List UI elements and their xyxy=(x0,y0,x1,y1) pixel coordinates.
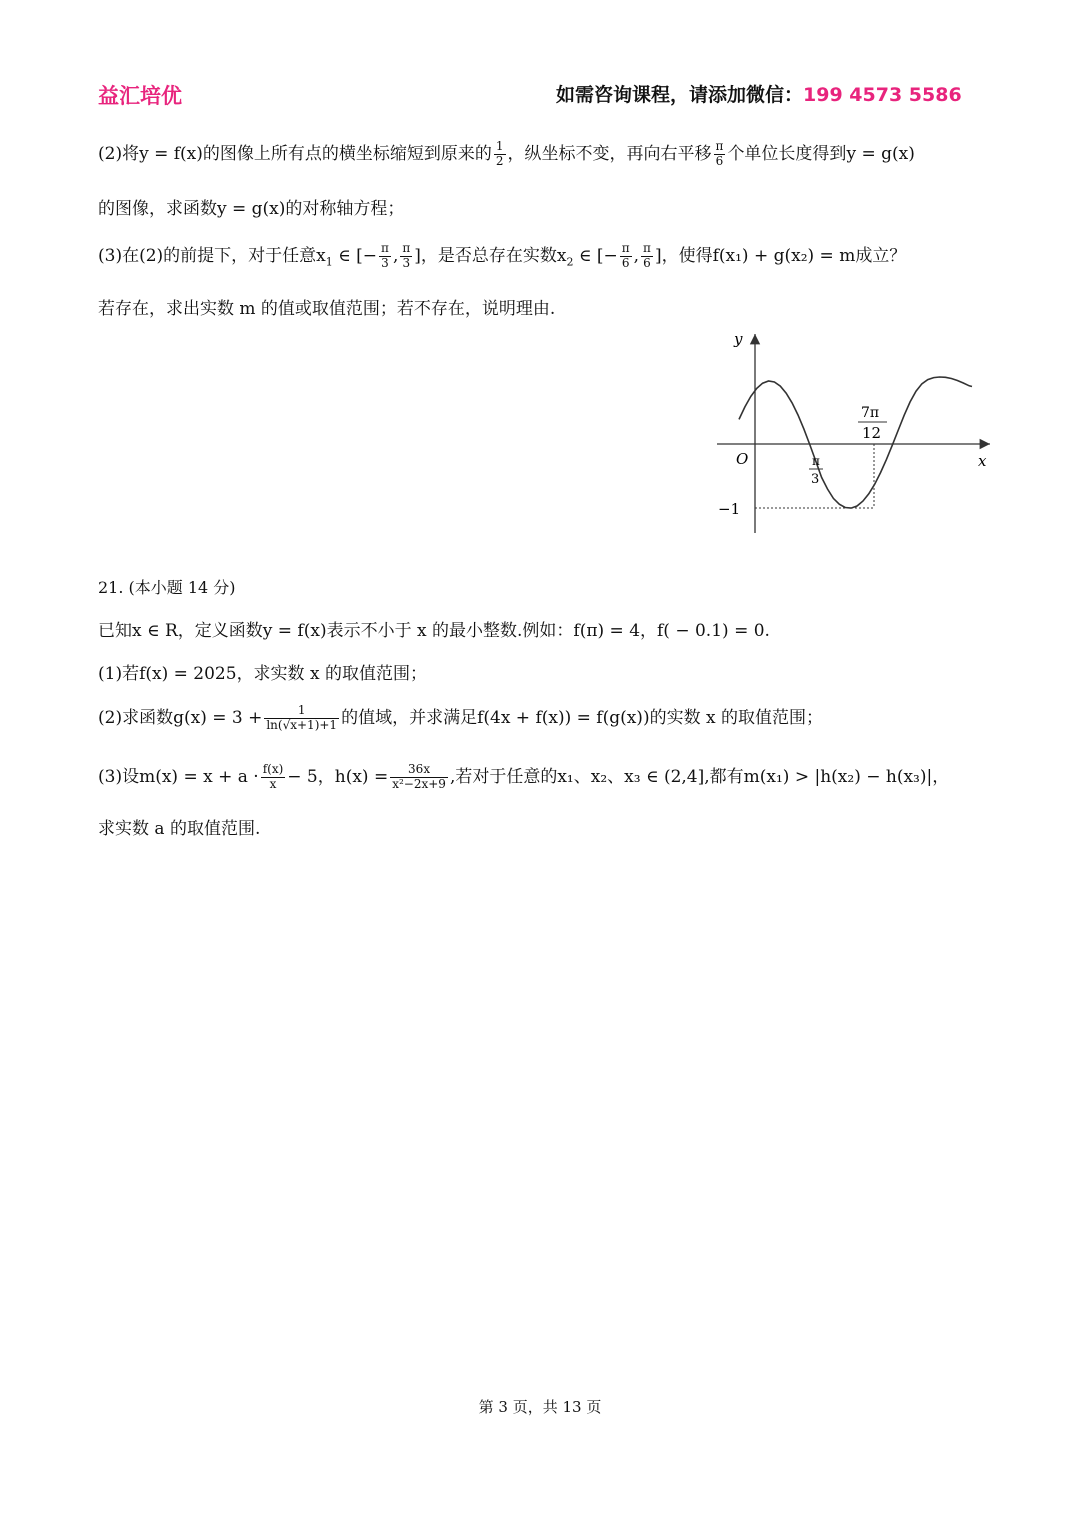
y-axis-label: y xyxy=(734,330,743,348)
text: (1)若 xyxy=(98,664,140,684)
denominator: 6 xyxy=(715,153,724,168)
math: y = f(x) xyxy=(139,143,203,164)
math: x₁、x₂、x₃ ∈ (2,4] xyxy=(557,766,705,787)
sine-curve xyxy=(739,377,972,508)
origin-label: O xyxy=(736,450,749,468)
text: (3)设 xyxy=(98,766,140,787)
text: ,都有 xyxy=(704,766,744,787)
numerator: 1 xyxy=(264,704,339,719)
page-number: 第 3 页，共 13 页 xyxy=(478,1398,602,1416)
text: , xyxy=(633,245,640,266)
q21-part3-line2: 求实数 a 的取值范围. xyxy=(98,819,261,839)
denominator: 6 xyxy=(643,255,651,270)
q20-part2-line1 xyxy=(98,140,915,169)
contact-info xyxy=(556,80,962,107)
numerator: f(x) xyxy=(262,762,284,776)
numerator: π xyxy=(621,241,630,255)
text: 的对称轴方程； xyxy=(285,199,405,219)
text: ，求实数 x 的取值范围； xyxy=(236,664,427,684)
numerator: π xyxy=(643,241,651,255)
contact-number: 199 4573 5586 xyxy=(803,84,962,106)
math: g(x) = 3 + xyxy=(173,707,263,728)
text: 的实数 x 的取值范围； xyxy=(649,707,823,728)
fraction xyxy=(379,242,391,271)
minus-one-label: −1 xyxy=(718,500,741,518)
math: y = g(x) xyxy=(846,143,915,164)
math: y = f(x) xyxy=(262,621,327,641)
q21-part3-line1 xyxy=(98,763,949,792)
q20-part3-line1 xyxy=(98,242,906,271)
text: ， xyxy=(932,766,950,787)
fraction xyxy=(641,242,653,271)
math: $x_2$ xyxy=(556,245,574,269)
math: − 5 xyxy=(287,766,318,787)
math: f(π) = 4 xyxy=(573,621,641,641)
text: ， xyxy=(317,766,335,787)
fraction xyxy=(400,242,412,271)
q20-part3-line2: 若存在，求出实数 m 的值或取值范围；若不存在，说明理由. xyxy=(98,299,556,319)
pi3-denominator: 3 xyxy=(811,472,820,487)
text: ]，使得 xyxy=(654,245,713,266)
numerator: π xyxy=(715,139,724,153)
x-axis-label: x xyxy=(978,452,987,470)
math: y = g(x) xyxy=(217,199,286,219)
denominator: 3 xyxy=(381,255,389,270)
7pi12-denominator: 12 xyxy=(862,424,882,442)
fraction xyxy=(261,763,286,792)
fraction xyxy=(620,242,632,271)
denominator: 3 xyxy=(402,255,411,270)
text: 的值域，并求满足 xyxy=(341,707,478,728)
text: 表示不小于 x 的最小整数.例如： xyxy=(326,621,574,641)
q21-part1 xyxy=(98,663,427,685)
7pi12-numerator: 7π xyxy=(861,405,880,421)
var: x xyxy=(316,245,326,266)
math: m(x₁) > |h(x₂) − h(x₃)| xyxy=(743,766,933,787)
fraction xyxy=(494,140,506,169)
text: (3)在(2)的前提下，对于任意 xyxy=(98,245,317,266)
text: ，纵坐标不变，再向右平移 xyxy=(507,143,712,164)
math: h(x) = xyxy=(334,766,389,787)
text: 个单位长度得到 xyxy=(727,143,847,164)
q21-intro xyxy=(98,620,770,642)
q21-title: 21. (本小题 14 分) xyxy=(98,578,236,597)
text: 的图像上所有点的横坐标缩短到原来的 xyxy=(202,143,492,164)
numerator: 36x xyxy=(390,763,448,778)
math: m(x) = x + a · xyxy=(139,766,259,787)
denominator: 2 xyxy=(495,153,504,168)
q21-part2 xyxy=(98,704,823,733)
text: . xyxy=(764,621,770,641)
contact-label: 如需咨询课程，请添加微信： xyxy=(556,84,804,106)
q20-part2-line2 xyxy=(98,198,404,220)
math: ∈ [− xyxy=(573,245,618,266)
text: ,若对于任意的 xyxy=(449,766,558,787)
denominator: 6 xyxy=(621,255,630,270)
math: $x_1$ xyxy=(316,245,333,269)
text: (2)求函数 xyxy=(98,707,174,728)
math: ∈ [− xyxy=(332,245,378,266)
math: f(x₁) + g(x₂) = m xyxy=(712,245,856,266)
denominator: ln(√x+1)+1 xyxy=(266,717,338,732)
text: (2)将 xyxy=(98,143,140,164)
numerator: 1 xyxy=(495,139,504,153)
text: ，定义函数 xyxy=(177,621,263,641)
pi3-numerator: π xyxy=(812,454,820,468)
text: ]，是否总存在实数 xyxy=(414,245,557,266)
text: 的图像，求函数 xyxy=(98,199,217,219)
numerator: π xyxy=(402,241,411,255)
fraction xyxy=(264,704,339,733)
denominator: x xyxy=(269,776,277,791)
math: x ∈ R xyxy=(132,621,178,641)
fraction xyxy=(714,140,726,169)
var: x xyxy=(556,245,567,266)
brand-logo-text: 益汇培优 xyxy=(98,84,182,108)
sine-graph-figure xyxy=(712,328,1002,538)
numerator: π xyxy=(381,241,389,255)
text: 已知 xyxy=(98,621,132,641)
text: ， xyxy=(640,621,658,641)
denominator: x²−2x+9 xyxy=(392,776,446,791)
math: f( − 0.1) = 0 xyxy=(657,621,765,641)
math: f(x) = 2025 xyxy=(139,664,237,684)
text: , xyxy=(392,245,399,266)
text: 成立？ xyxy=(855,245,907,266)
fraction xyxy=(390,763,448,792)
math: f(4x + f(x)) = f(g(x)) xyxy=(477,707,650,728)
